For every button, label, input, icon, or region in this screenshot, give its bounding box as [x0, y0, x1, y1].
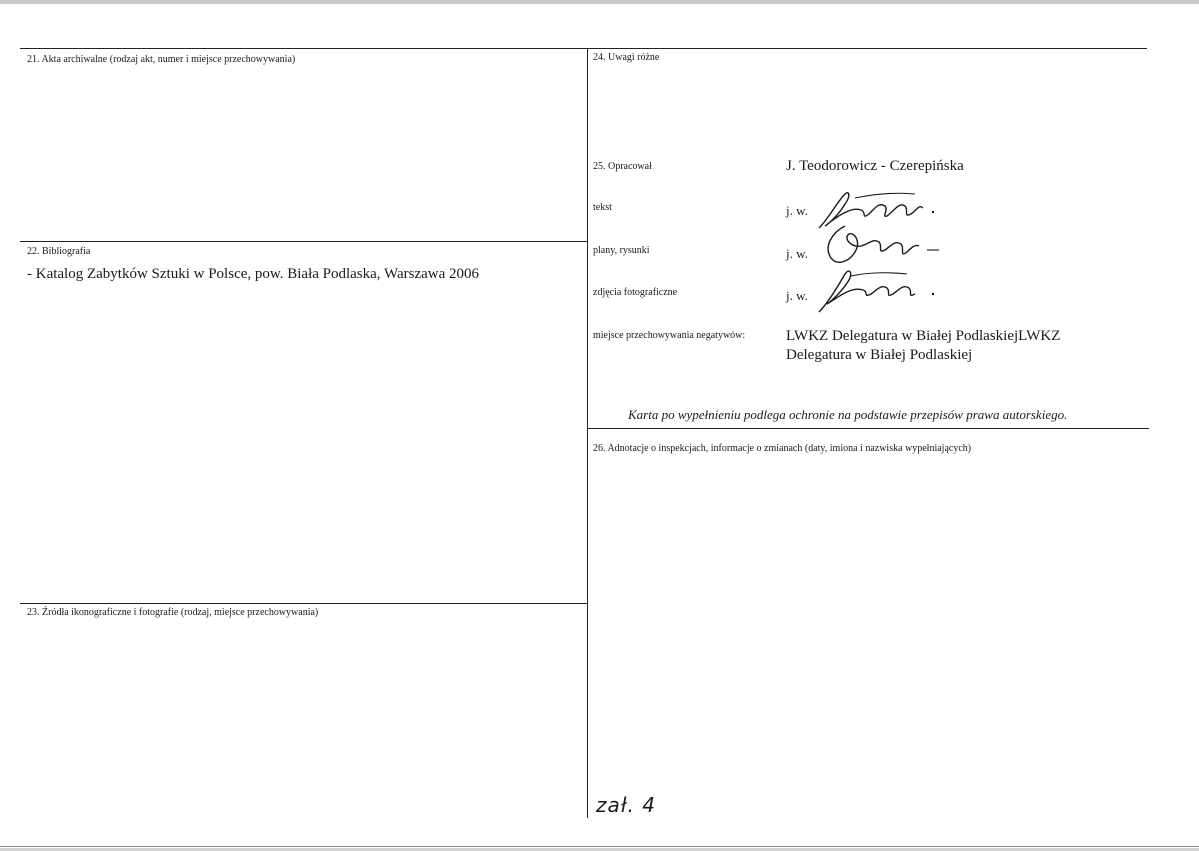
- row-value-photos: j. w.: [786, 288, 808, 303]
- scan-edge-top: [0, 0, 1199, 4]
- row-label-text: tekst: [593, 202, 612, 213]
- section-25-label: 25. Opracował: [593, 161, 652, 172]
- top-rule: [20, 48, 1147, 49]
- rule-25-26: [587, 428, 1149, 429]
- row-label-photos: zdjęcia fotograficzne: [593, 287, 678, 298]
- row-value-text: j. w.: [786, 203, 808, 218]
- center-divider: [587, 48, 588, 818]
- handwritten-attachment-note: zał. 4: [596, 793, 656, 817]
- row-label-plans: plany, rysunki: [593, 245, 650, 256]
- rule-21-22: [20, 241, 587, 242]
- negatives-location-line2: Delegatura w Białej Podlaskiej: [786, 347, 973, 363]
- negatives-location-line1: LWKZ Delegatura w Białej PodlaskiejLWKZ: [786, 328, 1061, 344]
- copyright-note: Karta po wypełnieniu podlega ochronie na podstawie przepisów prawa autorskiego.: [628, 407, 1068, 422]
- row-value-plans: j. w.: [786, 246, 808, 261]
- signature-photos: [815, 264, 945, 316]
- section-23-label: 23. Źródła ikonograficzne i fotografie (rodzaj, miejsce przechowywania): [27, 607, 319, 618]
- section-24-label: 24. Uwagi różne: [593, 52, 660, 63]
- bibliography-entry: - Katalog Zabytków Sztuki w Polsce, pow. Biała Podlaska, Warszawa 2006: [27, 266, 480, 282]
- section-22-label: 22. Bibliografia: [27, 246, 91, 257]
- rule-22-23: [20, 603, 587, 604]
- signature-plans: [815, 222, 945, 270]
- section-26-label: 26. Adnotacje o inspekcjach, informacje o zmianach (daty, imiona i nazwiska wypełniających): [593, 443, 972, 454]
- section-21-label: 21. Akta archiwalne (rodzaj akt, numer i miejsce przechowywania): [27, 54, 296, 65]
- bottom-rule: [0, 846, 1199, 847]
- author-name: J. Teodorowicz - Czerepińska: [786, 158, 964, 174]
- negatives-label: miejsce przechowywania negatywów:: [593, 330, 746, 341]
